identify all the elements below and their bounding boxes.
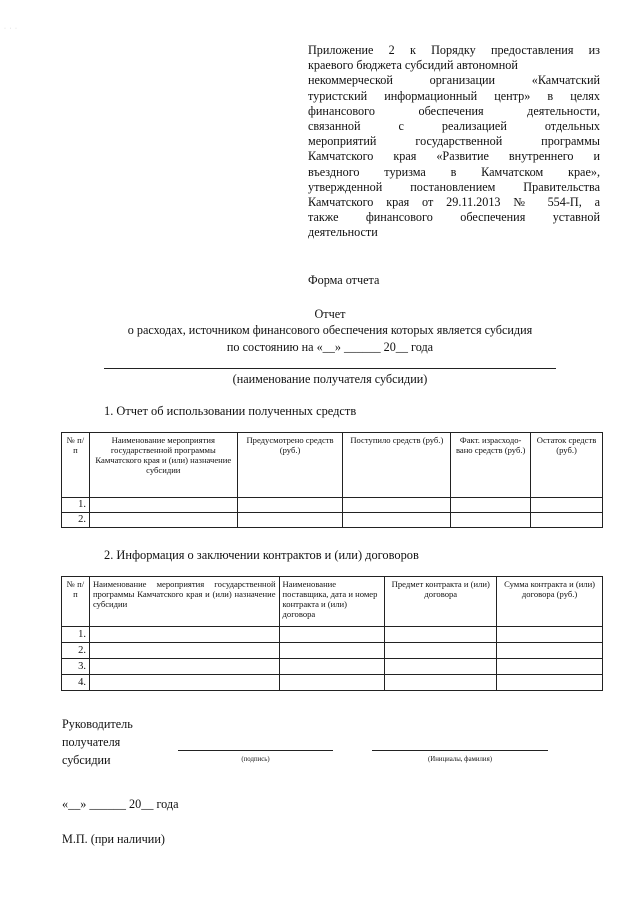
appendix-line: также финансового обеспечения уставной xyxy=(308,210,600,225)
appendix-line: въездного туризма в Камчатском крае», xyxy=(308,164,600,179)
appendix-line: Приложение 2 к Порядку предоставления из xyxy=(308,43,600,57)
scan-mark: · · · xyxy=(4,26,18,32)
table-row xyxy=(62,498,603,513)
row-number: 2. xyxy=(62,643,90,659)
table-cell[interactable] xyxy=(531,498,603,513)
appendix-line: Камчатского края от 29.11.2013 № 554-П, а xyxy=(308,194,600,209)
appendix-note xyxy=(308,43,600,240)
header-cell: Наименование мероприятия государственной программы Камчатского края и (или) назначение субсидии xyxy=(89,433,237,498)
table-cell[interactable] xyxy=(385,675,497,691)
table-cell[interactable] xyxy=(497,659,603,675)
report-title: Отчет xyxy=(314,307,346,321)
table-cell[interactable] xyxy=(451,513,531,528)
footer-date-line: «__» ______ 20__ года xyxy=(62,797,179,811)
appendix-line: Камчатского края «Развитие внутреннего и xyxy=(308,149,600,164)
appendix-line: утвержденной постановлением Правительства xyxy=(308,179,600,194)
row-number: 1. xyxy=(62,627,90,643)
recipient-caption: (наименование получателя субсидии) xyxy=(232,372,428,386)
signatory-label-line: Руководитель xyxy=(62,717,133,731)
name-caption: (Инициалы, фамилия) xyxy=(428,756,492,763)
appendix-line: краевого бюджета субсидий автономной xyxy=(308,58,518,73)
name-line[interactable] xyxy=(372,750,548,751)
appendix-line: финансового обеспечения деятельности, xyxy=(308,103,600,118)
table-cell[interactable] xyxy=(279,627,385,643)
signatory-label-line: субсидии xyxy=(62,753,111,767)
table-cell[interactable] xyxy=(279,659,385,675)
header-cell: Наименование поставщика, дата и номер контракта и (или) договора xyxy=(279,577,385,627)
table-row xyxy=(62,627,603,643)
header-cell: Факт. израсходо-вано средств (руб.) xyxy=(451,433,531,498)
table-row xyxy=(62,513,603,528)
table-cell[interactable] xyxy=(279,643,385,659)
table-cell[interactable] xyxy=(343,498,451,513)
section2-title: 2. Информация о заключении контрактов и (или) договоров xyxy=(104,548,419,562)
table-header-row xyxy=(62,577,603,627)
table-cell[interactable] xyxy=(89,513,237,528)
table-cell[interactable] xyxy=(497,643,603,659)
funds-usage-table xyxy=(61,432,603,528)
header-cell: Предусмотрено средств (руб.) xyxy=(237,433,343,498)
table-cell[interactable] xyxy=(385,627,497,643)
table-cell[interactable] xyxy=(89,659,279,675)
appendix-line: связанной с реализацией отдельных xyxy=(308,118,600,133)
appendix-line: некоммерческой организации «Камчатский xyxy=(308,73,600,88)
table-cell[interactable] xyxy=(89,675,279,691)
signatory-label-line: получателя xyxy=(62,735,121,749)
table-cell[interactable] xyxy=(279,675,385,691)
table-row xyxy=(62,643,603,659)
header-cell: Остаток средств (руб.) xyxy=(531,433,603,498)
table-row xyxy=(62,659,603,675)
contracts-table xyxy=(61,576,603,691)
table-cell[interactable] xyxy=(89,643,279,659)
stamp-note: М.П. (при наличии) xyxy=(62,832,165,846)
header-cell: № п/п xyxy=(62,577,90,627)
section1-title: 1. Отчет об использовании полученных средств xyxy=(104,404,357,418)
table-cell[interactable] xyxy=(237,513,343,528)
recipient-name-line xyxy=(104,368,556,369)
table-row xyxy=(62,675,603,691)
table-cell[interactable] xyxy=(385,643,497,659)
appendix-line: мероприятий государственной программы xyxy=(308,134,600,149)
table-cell[interactable] xyxy=(451,498,531,513)
header-cell: Поступило средств (руб.) xyxy=(343,433,451,498)
header-cell: Предмет контракта и (или) договора xyxy=(385,577,497,627)
table-cell[interactable] xyxy=(89,627,279,643)
report-date-line: по состоянию на «__» ______ 20__ года xyxy=(226,340,434,354)
header-cell: № п/п xyxy=(62,433,90,498)
row-number: 4. xyxy=(62,675,90,691)
signature-line[interactable] xyxy=(178,750,333,751)
row-number: 2. xyxy=(62,513,90,528)
signatory-label xyxy=(62,715,133,769)
header-cell: Наименование мероприятия государственной программы Камчатского края и (или) назначение субсидии xyxy=(89,577,279,627)
table-cell[interactable] xyxy=(531,513,603,528)
table-cell[interactable] xyxy=(89,498,237,513)
table-header-row xyxy=(62,433,603,498)
table-cell[interactable] xyxy=(497,675,603,691)
table-cell[interactable] xyxy=(343,513,451,528)
row-number: 3. xyxy=(62,659,90,675)
appendix-line: туристский информационный центр» в целях xyxy=(308,88,600,103)
form-label: Форма отчета xyxy=(308,273,380,287)
row-number: 1. xyxy=(62,498,90,513)
appendix-line: деятельности xyxy=(308,225,378,240)
table-cell[interactable] xyxy=(237,498,343,513)
table-cell[interactable] xyxy=(385,659,497,675)
report-subtitle: о расходах, источником финансового обеспечения которых является субсидия xyxy=(127,323,533,337)
table-cell[interactable] xyxy=(497,627,603,643)
signature-caption: (подпись) xyxy=(241,756,270,763)
header-cell: Сумма контракта и (или) договора (руб.) xyxy=(497,577,603,627)
